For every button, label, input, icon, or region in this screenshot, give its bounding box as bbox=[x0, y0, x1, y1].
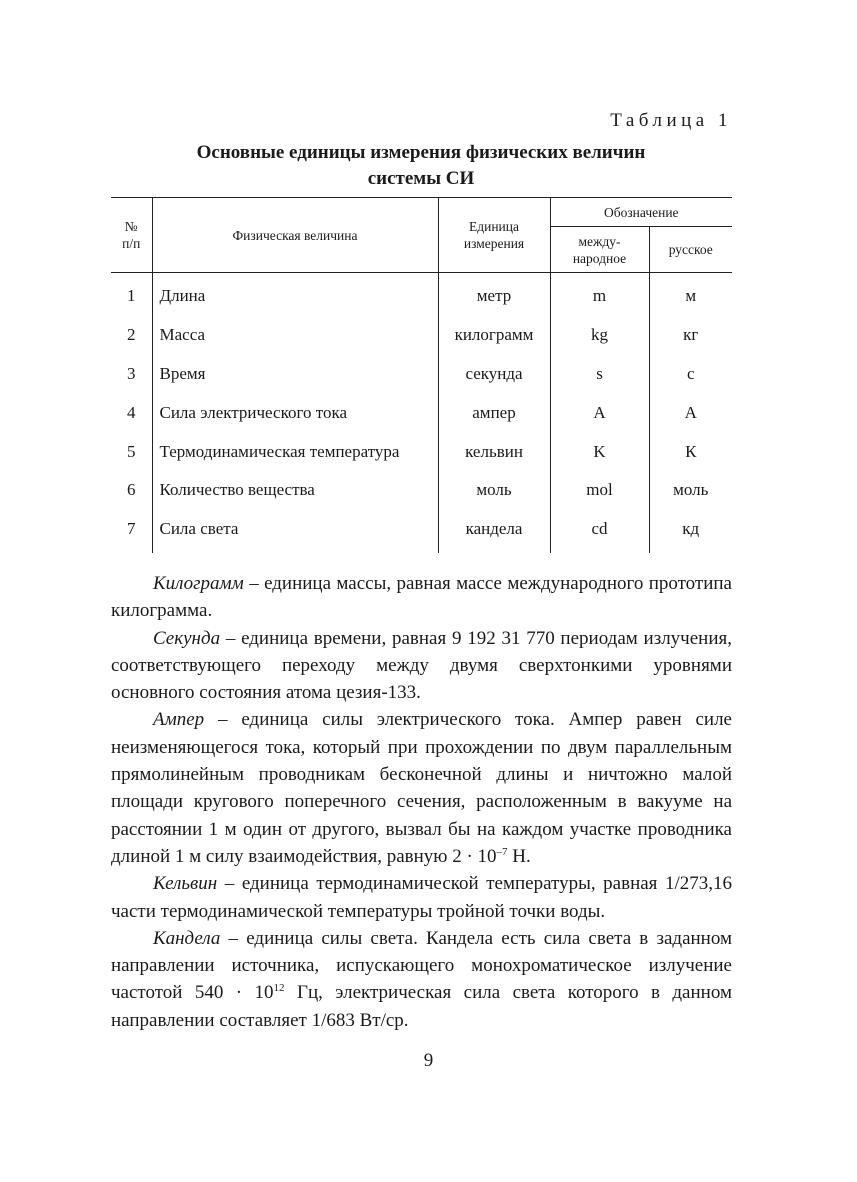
term-kelvin: Кельвин bbox=[153, 873, 218, 895]
cell-number: 5 bbox=[127, 441, 136, 461]
header-unit-line-2: измерения bbox=[463, 236, 525, 251]
table-row bbox=[111, 316, 732, 355]
tail-candela: Гц, электрическая сила света которого в данном направлении составляет 1/683 Вт/ср. bbox=[111, 982, 732, 1031]
table-row bbox=[111, 510, 732, 553]
exponent-ampere: –7 bbox=[496, 845, 508, 858]
cell-international: K bbox=[550, 432, 649, 471]
cell-international: s bbox=[550, 355, 649, 394]
text-kilogram: – единица массы, равная массе международного прототипа килограмма. bbox=[111, 573, 732, 622]
table-row bbox=[111, 355, 732, 394]
text-candela: – единица силы света. Кандела есть сила света в заданном направлении источника, испускающего монохроматическое излучение частотой 540 · 10 bbox=[111, 927, 732, 1004]
text-kelvin: – единица термодинамической температуры, равная 1/273,16 части термодинамической температуры тройной точки воды. bbox=[111, 873, 732, 922]
cell-international: mol bbox=[550, 471, 649, 510]
cell-russian: А bbox=[649, 393, 732, 432]
paragraph-kilogram bbox=[111, 570, 732, 625]
cell-russian: кд bbox=[649, 510, 732, 553]
table-body bbox=[111, 273, 732, 553]
table-row bbox=[111, 393, 732, 432]
table-title bbox=[110, 140, 732, 192]
body-text bbox=[111, 570, 732, 1034]
cell-number: 7 bbox=[127, 519, 136, 539]
paragraph-candela bbox=[111, 925, 732, 1034]
cell-number: 4 bbox=[127, 402, 136, 422]
table-row bbox=[111, 273, 732, 316]
cell-quantity: Сила света bbox=[152, 510, 438, 553]
header-international bbox=[550, 227, 649, 273]
table-title-line-2: системы СИ bbox=[367, 168, 475, 189]
exponent-candela: 12 bbox=[273, 982, 285, 995]
cell-number: 6 bbox=[127, 480, 136, 500]
cell-unit: секунда bbox=[438, 355, 550, 394]
cell-international: cd bbox=[550, 510, 649, 553]
header-russian: русское bbox=[649, 227, 732, 273]
header-number-line-1: № bbox=[124, 219, 138, 234]
tail-ampere: Н. bbox=[507, 845, 531, 867]
table-title-line-1: Основные единицы измерения физических величин bbox=[196, 142, 646, 163]
cell-russian: с bbox=[649, 355, 732, 394]
term-kilogram: Килограмм bbox=[153, 573, 244, 594]
cell-quantity: Термодинамическая температура bbox=[152, 432, 438, 471]
paragraph-kelvin bbox=[111, 870, 732, 925]
term-candela: Кандела bbox=[153, 927, 221, 949]
paragraph-ampere bbox=[111, 706, 732, 870]
header-number-line-2: п/п bbox=[122, 236, 141, 251]
header-unit-line-1: Единица bbox=[468, 219, 519, 234]
cell-quantity: Длина bbox=[152, 273, 438, 316]
cell-international: m bbox=[550, 273, 649, 316]
table-row bbox=[111, 432, 732, 471]
table-header bbox=[111, 198, 732, 273]
cell-number: 3 bbox=[127, 363, 136, 383]
cell-unit: метр bbox=[438, 273, 550, 316]
cell-quantity: Масса bbox=[152, 316, 438, 355]
text-second: – единица времени, равная 9 192 31 770 периодам излучения, соответствующего переходу между двумя сверхтонкими уровнями основного состояния атома цезия-133. bbox=[111, 627, 732, 704]
cell-unit: ампер bbox=[438, 393, 550, 432]
cell-unit: кандела bbox=[438, 510, 550, 553]
page-number: 9 bbox=[423, 1050, 434, 1071]
table-label: Таблица 1 bbox=[610, 110, 732, 131]
cell-russian: К bbox=[649, 432, 732, 471]
text-ampere: – единица силы электрического тока. Ампер равен силе неизменяющегося тока, который при прохождении по двум параллельным прямолинейным проводникам бесконечной длины и ничтожно малой площади кругового поперечного сечения, расположенным в вакууме на расстоянии 1 м один от другого, вызвал бы на каждом участке проводника длиной 1 м силу взаимодействия, равную 2 · 10 bbox=[111, 709, 732, 867]
header-designation: Обозначение bbox=[550, 198, 732, 227]
term-second: Секунда bbox=[153, 627, 221, 649]
paragraph-second bbox=[111, 625, 732, 707]
cell-quantity: Сила электрического тока bbox=[152, 393, 438, 432]
cell-international: kg bbox=[550, 316, 649, 355]
cell-quantity: Время bbox=[152, 355, 438, 394]
cell-number: 2 bbox=[127, 325, 136, 345]
cell-russian: моль bbox=[649, 471, 732, 510]
cell-russian: кг bbox=[649, 316, 732, 355]
header-number bbox=[111, 198, 152, 273]
cell-unit: моль bbox=[438, 471, 550, 510]
term-ampere: Ампер bbox=[153, 709, 205, 731]
header-international-line-2: народное bbox=[572, 250, 627, 266]
cell-russian: м bbox=[649, 273, 732, 316]
table-row bbox=[111, 471, 732, 510]
cell-international: A bbox=[550, 393, 649, 432]
header-international-line-1: между- bbox=[578, 233, 621, 249]
header-quantity: Физическая величина bbox=[152, 198, 438, 273]
cell-number: 1 bbox=[127, 286, 136, 306]
cell-quantity: Количество вещества bbox=[152, 471, 438, 510]
header-unit bbox=[438, 198, 550, 273]
cell-unit: кельвин bbox=[438, 432, 550, 471]
cell-unit: килограмм bbox=[438, 316, 550, 355]
si-units-table bbox=[111, 197, 732, 553]
